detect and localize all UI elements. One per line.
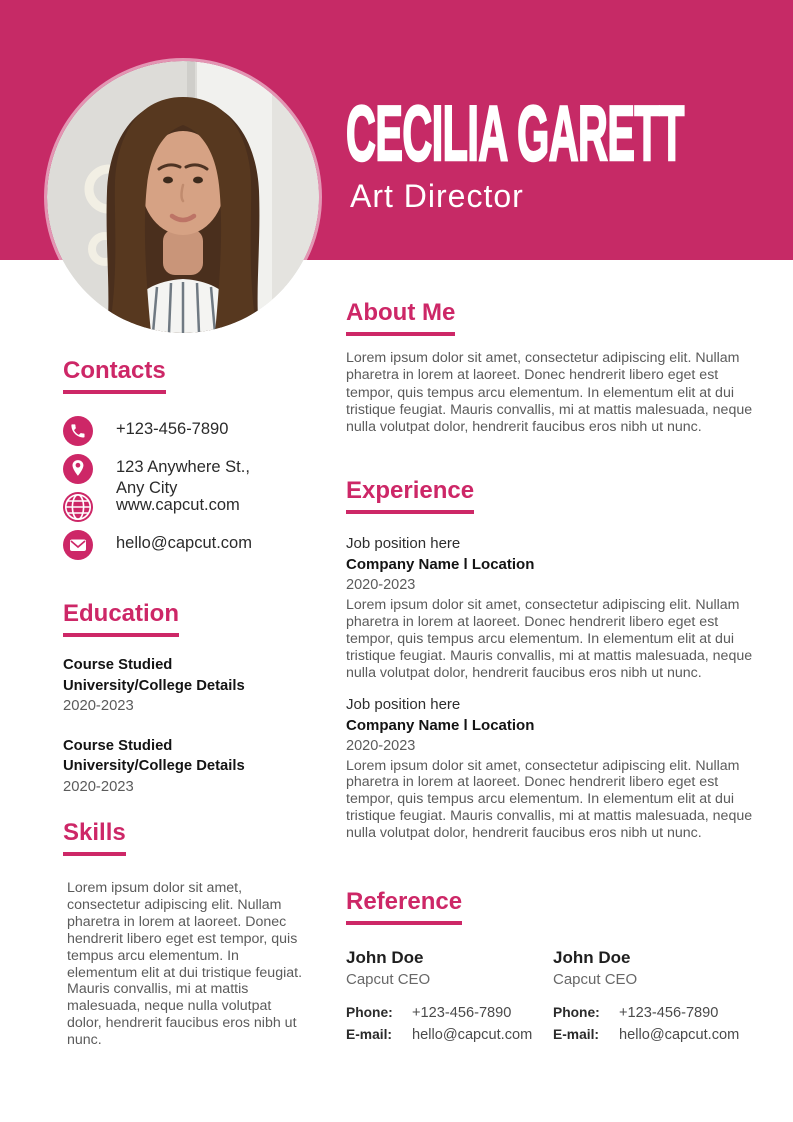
experience-heading: Experience: [346, 478, 474, 514]
contact-item-address: [63, 454, 321, 497]
experience-company: Company Name l Location: [346, 716, 535, 734]
contact-website-value: www.capcut.com: [116, 496, 240, 514]
experience-section: [346, 478, 768, 854]
experience-position: Job position here: [346, 535, 461, 552]
contacts-section: [63, 358, 321, 568]
reference-section: [346, 889, 776, 1046]
email-value: hello@capcut.com: [412, 1027, 533, 1043]
experience-position: Job position here: [346, 695, 461, 713]
reference-name: John Doe: [553, 948, 631, 967]
email-label: E-mail:: [553, 1027, 599, 1042]
reference-title: Capcut CEO: [553, 971, 638, 988]
education-entry: [63, 655, 321, 717]
about-section: [346, 300, 768, 436]
education-heading: Education: [63, 601, 179, 637]
address-line-2: Any City: [116, 479, 178, 497]
experience-list: [346, 533, 768, 842]
globe-icon: [63, 492, 93, 522]
education-school: University/College Details: [63, 758, 245, 774]
reference-email-row: [553, 1024, 776, 1046]
contact-email-value: hello@capcut.com: [116, 534, 252, 552]
education-years: 2020-2023: [63, 778, 134, 795]
phone-label: Phone:: [346, 1005, 393, 1020]
education-section: [63, 601, 321, 816]
profile-photo: [47, 61, 319, 333]
education-entry: [63, 736, 321, 798]
education-list: [63, 655, 321, 797]
contacts-heading: Contacts: [63, 358, 166, 394]
phone-icon: [63, 416, 93, 446]
reference-contacts: [553, 1002, 776, 1046]
location-icon: [63, 454, 93, 484]
contact-phone-value: +123-456-7890: [116, 420, 229, 438]
education-years: 2020-2023: [63, 698, 134, 714]
experience-years: 2020-2023: [346, 737, 416, 754]
phone-value: +123-456-7890: [412, 1005, 512, 1021]
person-name: CECILIA GARETT: [346, 89, 684, 177]
portrait-illustration: [47, 61, 319, 333]
education-course: Course Studied: [63, 737, 173, 754]
experience-description: Lorem ipsum dolor sit amet, consectetur adipiscing elit. Nullam pharetra in lorem at laoreet. Donec hendrerit libero eget est tempor, quis tempus arcu elementum. In elementum elit at dui tristique feugiat. Mauris convallis, mi at mattis malesuada, neque nulla volutpat dolor, hendrerit faucibus eros nibh ut nunc.: [346, 757, 753, 842]
about-text: Lorem ipsum dolor sit amet, consectetur adipiscing elit. Nullam pharetra in lorem at laoreet. Donec hendrerit libero eget est tempor, quis tempus arcu elementum. In elementum elit at dui tristique feugiat. Mauris convallis, mi at mattis malesuada, neque nulla volutpat dolor, hendrerit faucibus eros nibh ut nunc.: [346, 350, 753, 436]
reference-entry: [346, 947, 553, 1046]
phone-label: Phone:: [553, 1005, 600, 1020]
experience-years: 2020-2023: [346, 577, 416, 593]
experience-entry: [346, 694, 768, 843]
reference-name: John Doe: [346, 948, 424, 967]
reference-title: Capcut CEO: [346, 971, 431, 988]
contact-item-website: [63, 492, 321, 522]
contact-item-email: [63, 530, 321, 560]
phone-value: +123-456-7890: [619, 1005, 719, 1021]
about-heading: About Me: [346, 300, 455, 336]
email-label: E-mail:: [346, 1027, 392, 1042]
skills-heading: Skills: [63, 820, 126, 856]
email-value: hello@capcut.com: [619, 1027, 740, 1043]
job-title: Art Director: [350, 178, 524, 214]
envelope-icon: [63, 530, 93, 560]
reference-phone-row: [346, 1002, 553, 1024]
reference-email-row: [346, 1024, 553, 1046]
address-line-1: 123 Anywhere St.,: [116, 458, 250, 476]
contact-item-phone: [63, 416, 321, 446]
experience-company: Company Name l Location: [346, 556, 535, 573]
skills-text: Lorem ipsum dolor sit amet, consectetur adipiscing elit. Nullam pharetra in lorem at laoreet. Donec hendrerit libero eget est tempor, quis tempus arcu elementum. In elementum elit at dui tristique feugiat. Mauris convallis, mi at mattis malesuada, neque nulla volutpat dolor, hendrerit faucibus eros nibh ut nunc.: [67, 880, 303, 1049]
reference-phone-row: [553, 1002, 776, 1024]
skills-section: [63, 820, 315, 1049]
reference-entry: [553, 947, 776, 1046]
experience-description: Lorem ipsum dolor sit amet, consectetur adipiscing elit. Nullam pharetra in lorem at laoreet. Donec hendrerit libero eget est tempor, quis tempus arcu elementum. In elementum elit at dui tristique feugiat. Mauris convallis, mi at mattis malesuada, neque nulla volutpat dolor, hendrerit faucibus eros nibh ut nunc.: [346, 597, 753, 681]
education-school: University/College Details: [63, 677, 245, 694]
contact-list: [63, 416, 321, 560]
reference-contacts: [346, 1002, 553, 1046]
reference-list: [346, 947, 776, 1046]
reference-heading: Reference: [346, 889, 462, 925]
education-course: Course Studied: [63, 657, 173, 673]
experience-entry: [346, 533, 768, 682]
